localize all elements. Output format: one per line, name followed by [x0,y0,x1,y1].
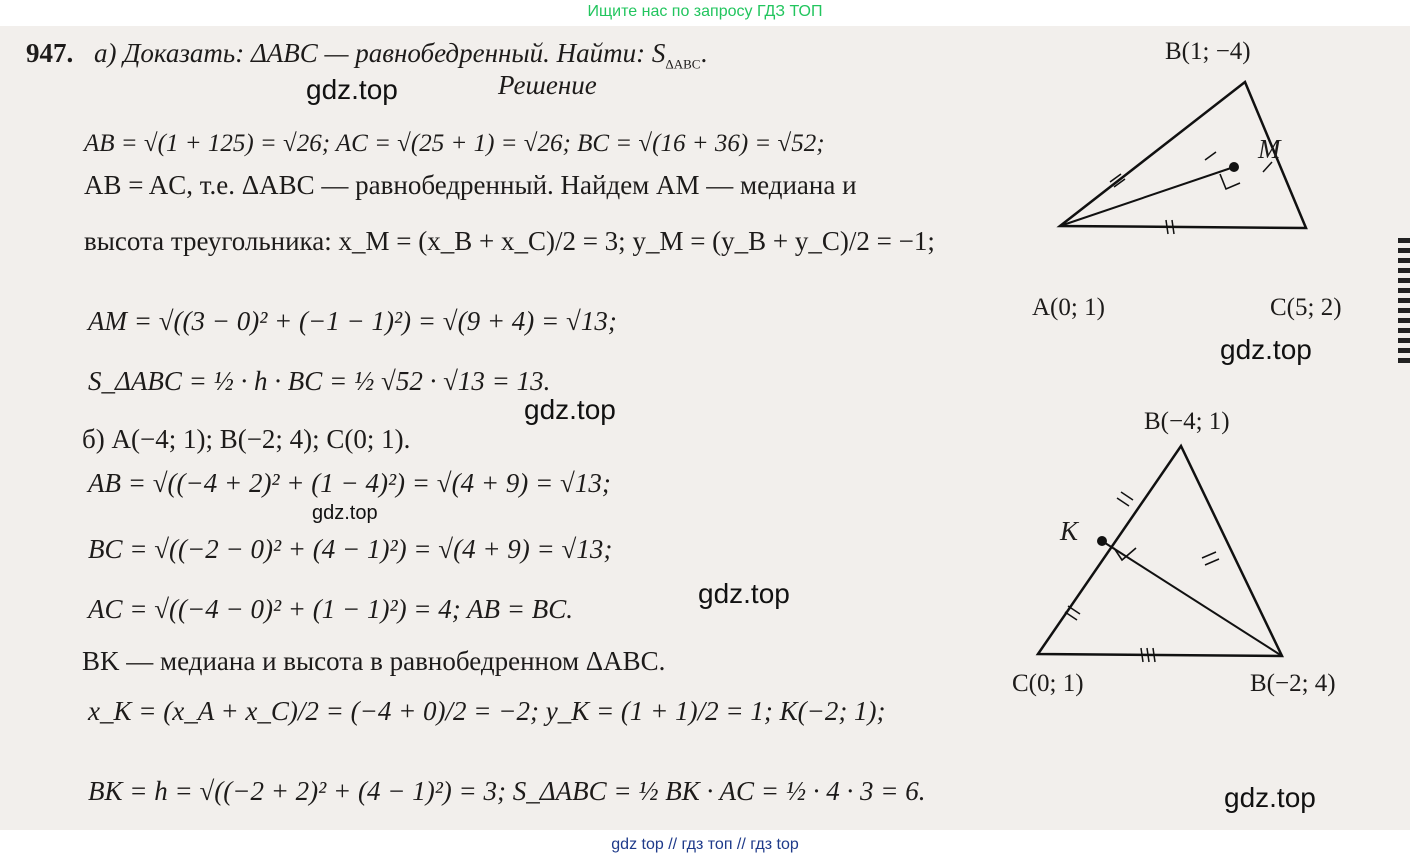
part-b-line-6: x_K = (x_A + x_C)/2 = (−4 + 0)/2 = −2; y_K = (1 + 1)/2 = 1; K(−2; 1); [88,696,886,726]
part-a-line-2: AB = AC, т.е. ΔABC — равнобедренный. Найдем AM — медиана и [84,170,857,200]
part-a-line-5: S_ΔABC = ½ · h · BC = ½ √52 · √13 = 13. [88,366,551,396]
median-am [1060,167,1234,226]
fig1-label-b: B(1; −4) [1165,38,1251,65]
triangle-figure-1 [1050,70,1350,260]
watermark: gdz.top [312,502,378,524]
solution-heading: Решение [498,70,597,100]
footer-links-bar [0,830,1410,860]
problem-number: 947. [26,38,74,68]
part-b-line-1: б) A(−4; 1); B(−2; 4); C(0; 1). [82,424,411,454]
fig1-label-m: M [1258,134,1281,164]
point-m [1229,162,1239,172]
part-a-title-end: . [700,38,708,68]
triangle-2-outline [1038,446,1282,656]
part-a-title-sub: ΔABC [665,56,701,72]
part-b-line-7: BK = h = √((−2 + 2)² + (4 − 1)²) = 3; S_ΔABC = ½ BK · AC = ½ · 4 · 3 = 6. [88,776,926,806]
footer-links[interactable]: gdz top // гдз топ // гдз top [611,836,799,853]
fig2-label-b-bottom: B(−2; 4) [1250,670,1336,697]
fig2-label-c: C(0; 1) [1012,670,1084,697]
watermark: gdz.top [1220,334,1312,365]
fig1-label-a: A(0; 1) [1032,294,1105,321]
triangle-figure-2 [1030,444,1300,684]
part-a-line-1: AB = √(1 + 125) = √26; AC = √(25 + 1) = √26; BC = √(16 + 36) = √52; [84,130,825,157]
watermark: gdz.top [1224,782,1316,813]
search-hint-text: Ищите нас по запросу ГДЗ ТОП [587,3,823,20]
point-k [1097,536,1107,546]
fig2-label-k: K [1060,516,1079,546]
problem-title-row [26,38,707,72]
part-b-line-3: BC = √((−2 − 0)² + (4 − 1)²) = √(4 + 9) = √13; [88,534,613,564]
watermark: gdz.top [524,394,616,425]
part-b-line-5: BK — медиана и высота в равнобедренном ΔABC. [82,646,666,676]
part-a-title: а) Доказать: ΔABC — равнобедренный. Найти: S [94,38,666,68]
fig2-label-b-top: B(−4; 1) [1144,408,1230,435]
watermark: gdz.top [698,578,790,609]
part-a-line-3: высота треугольника: x_M = (x_B + x_C)/2 = 3; y_M = (y_B + y_C)/2 = −1; [84,226,935,256]
right-angle-mark-1 [1220,174,1240,189]
part-a-line-4: AM = √((3 − 0)² + (−1 − 1)²) = √(9 + 4) = √13; [88,306,617,336]
part-b-line-4: AC = √((−4 − 0)² + (1 − 1)²) = 4; AB = BC. [88,594,573,624]
part-b-line-2: AB = √((−4 + 2)² + (1 − 4)²) = √(4 + 9) = √13; [88,468,611,498]
search-hint-bar [0,0,1410,26]
page-edge-marks [1398,238,1410,368]
fig1-label-c: C(5; 2) [1270,294,1342,321]
textbook-page [0,26,1410,830]
watermark: gdz.top [306,74,398,105]
